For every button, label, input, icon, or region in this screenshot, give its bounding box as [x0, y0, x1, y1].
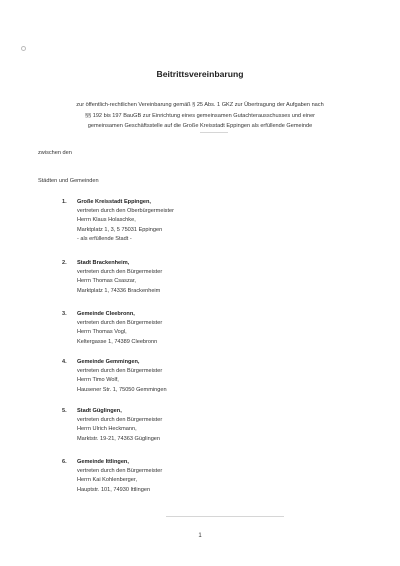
party-name: Stadt Brackenheim,: [77, 260, 130, 266]
party-number: 1.: [62, 199, 67, 205]
party-name: Gemeinde Ittlingen,: [77, 459, 129, 465]
party-item: [62, 198, 174, 244]
party-line: Herrn Ulrich Heckmann,: [77, 426, 137, 433]
party-line: Herrn Thomas Vogl,: [77, 329, 127, 336]
party-number: 5.: [62, 408, 67, 414]
party-line: Herrn Klaus Holaschke,: [77, 217, 136, 224]
party-item: [62, 358, 167, 395]
party-number: 3.: [62, 311, 67, 317]
party-line: - als erfüllende Stadt -: [77, 235, 132, 242]
party-item: [62, 310, 162, 347]
party-number: 4.: [62, 359, 67, 365]
scan-speck: [21, 46, 26, 51]
party-line: vertreten durch den Bürgermeister: [77, 468, 163, 475]
party-name: Gemeinde Cleebronn,: [77, 311, 135, 317]
party-line: vertreten durch den Bürgermeister: [77, 368, 163, 375]
group-label: Städten und Gemeinden: [38, 178, 99, 184]
scan-artifact: [200, 132, 228, 133]
party-item: [62, 259, 162, 296]
party-line: vertreten durch den Bürgermeister: [77, 269, 163, 276]
party-line: Hausener Str. 1, 75050 Gemmingen: [77, 386, 167, 393]
party-line: vertreten durch den Bürgermeister: [77, 417, 163, 424]
party-line: Marktplatz 1, 74336 Brackenheim: [77, 287, 161, 294]
document-title: Beitrittsvereinbarung: [156, 69, 244, 79]
party-name: Stadt Güglingen,: [77, 408, 122, 414]
intro-line: gemeinsamen Geschäftsstelle auf die Große Kreisstadt Eppingen als erfüllende Gemeinde: [87, 123, 313, 129]
party-line: Herrn Thomas Csaszar,: [77, 278, 136, 285]
party-number: 2.: [62, 260, 67, 266]
party-line: vertreten durch den Bürgermeister: [77, 320, 163, 327]
party-line: Hauptstr. 101, 74930 Ittlingen: [77, 486, 151, 493]
party-name: Gemeinde Gemmingen,: [77, 359, 140, 365]
party-item: [62, 458, 162, 495]
party-line: Keltergasse 1, 74389 Cleebronn: [77, 338, 158, 345]
party-line: vertreten durch den Oberbürgermeister: [77, 208, 175, 215]
intro-line: zur öffentlich-rechtlichen Vereinbarung gemäß § 25 Abs. 1 GKZ zur Übertragung der Aufgaben nach: [76, 102, 324, 108]
document-intro: [40, 100, 360, 132]
party-line: Marktstr. 19-21, 74363 Güglingen: [77, 435, 161, 442]
scan-artifact: [166, 516, 284, 517]
between-label: zwischen den: [38, 150, 72, 156]
party-item: [62, 407, 162, 444]
party-line: Herrn Kai Kohlenberger,: [77, 477, 138, 484]
party-number: 6.: [62, 459, 67, 465]
party-line: Herrn Timo Wolf,: [77, 377, 119, 384]
page-number: 1: [198, 533, 202, 539]
party-name: Große Kreisstadt Eppingen,: [77, 199, 151, 205]
intro-line: §§ 192 bis 197 BauGB zur Einrichtung eines gemeinsamen Gutachterausschusses und einer: [84, 112, 316, 119]
party-line: Marktplatz 1, 3, 5 75031 Eppingen: [77, 226, 163, 233]
